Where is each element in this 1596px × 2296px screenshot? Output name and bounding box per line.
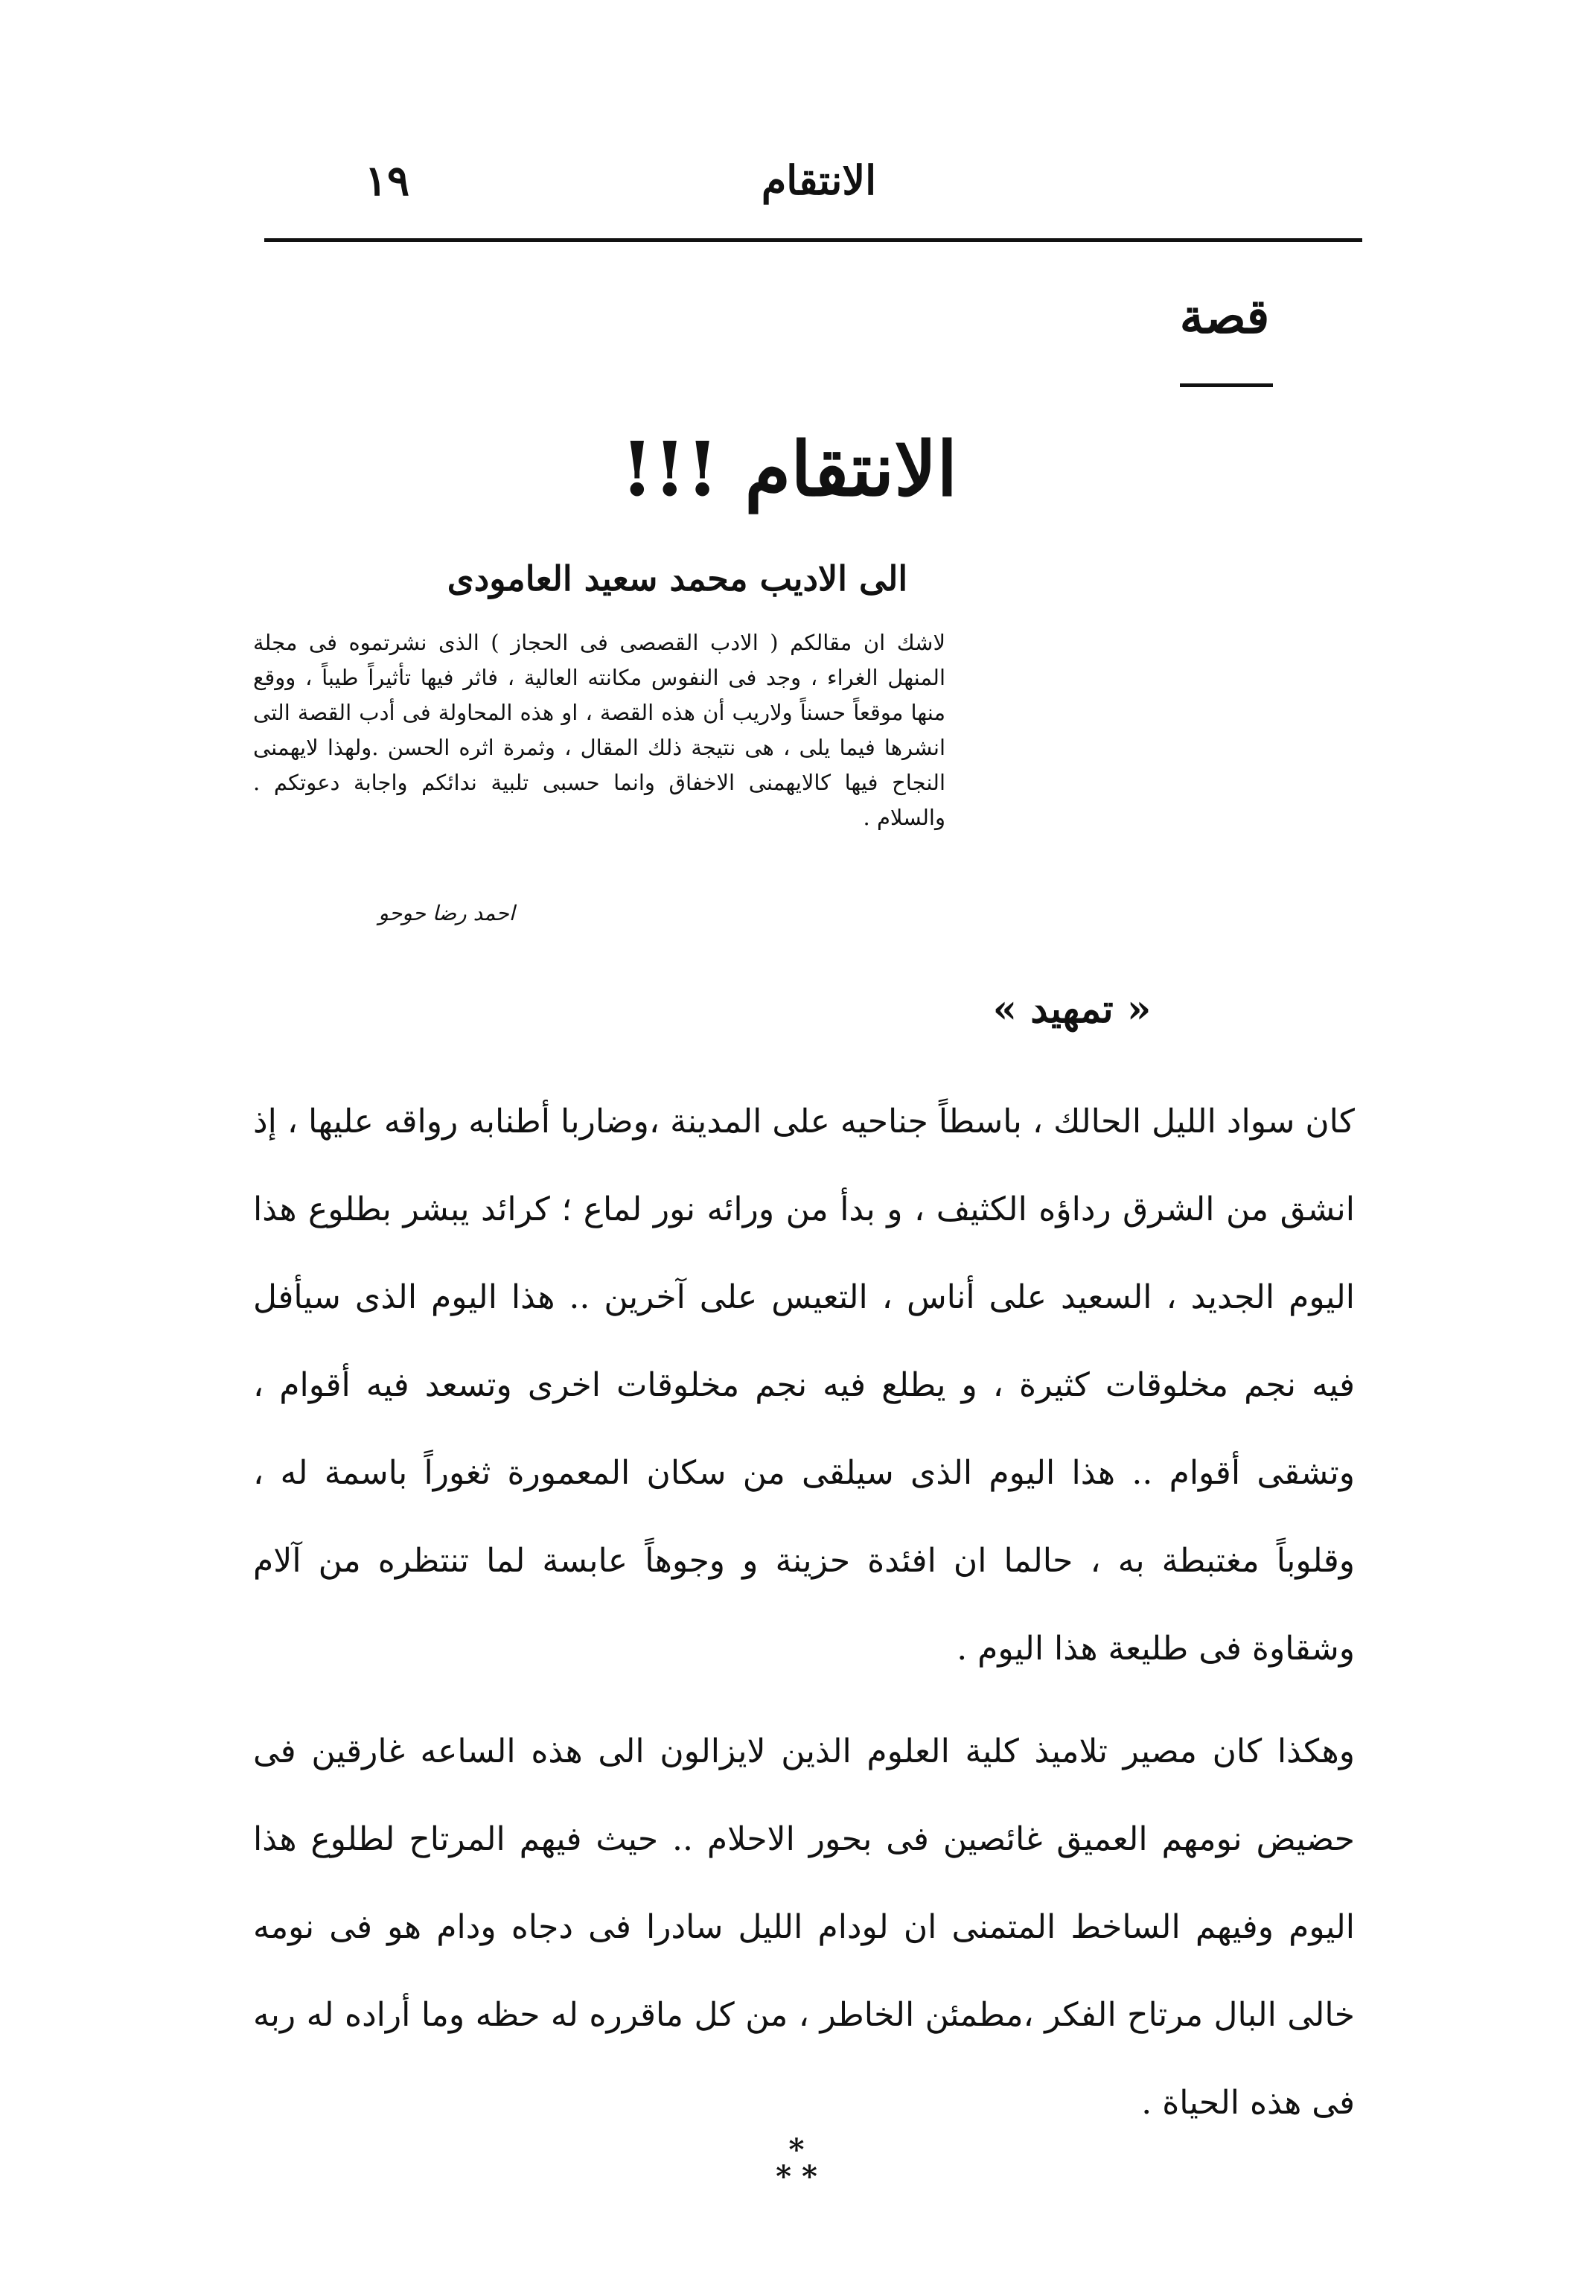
story-title: الانتقام !!!	[620, 425, 958, 513]
section-label: قصة	[1179, 289, 1270, 345]
body-paragraph-1	[253, 1078, 1355, 1693]
dedication-heading: الى الاديب محمد سعيد العامودى	[447, 558, 908, 599]
paragraph-text: وهكذا كان مصير تلاميذ كلية العلوم الذين لايزالون الى هذه الساعه غارقين فى حضيض نومهم العميق غائصين فى بحور الاحلام .. حيث فيهم المرتاح لطلوع هذا اليوم وفيهم الساخط المتمنى ان لودام الليل سادرا فى دجاه ودام هو فى نومه خالى البال مرتاح الفكر ،مطمئن الخاطر ، من كل ماقرره له حظه وما أراده له ربه فى هذه الحياة .	[253, 1732, 1355, 2122]
body-paragraph-2	[253, 1708, 1355, 2147]
paragraph-text: كان سواد الليل الحالك ، باسطاً جناحيه على المدينة ،وضاربا أطنابه رواقه عليها ، إذ انشق من الشرق رداؤه الكثيف ، و بدأ من ورائه نور لماع ؛ كرائد يبشر بطلوع هذا اليوم الجديد ، السعيد على أناس ، التعيس على آخرين .. هذا اليوم الذى سيأفل فيه نجم مخلوقات كثيرة ، و يطلع فيه نجم مخلوقات اخرى وتسعد فيه أقوام ، وتشقى أقوام .. هذا اليوم الذى سيلقى من سكان المعمورة ثغوراً باسمة له ، وقلوباً مغتبطة به ، حالما ان افئدة حزينة و وجوهاً عابسة لما تنتظره من آلام وشقاوة فى طليعة هذا اليوم .	[253, 1103, 1355, 1668]
header-rule	[264, 238, 1362, 242]
dedication-letter: لاشك ان مقالكم ( الادب القصصى فى الحجاز ) الذى نشرتموه فى مجلة المنهل الغراء ، وجد فى النفوس مكانته العالية ، فاثر فيها تأثيراً طيباً ، ووقع منها موقعاً حسناً ولاريب أن هذه القصة ، او هذه المحاولة فى أدب القصة التى انشرها فيما يلى ، هى نتيجة ذلك المقال ، وثمرة اثره الحسن .ولهذا لايهمنى النجاح فيها كالايهمنى الاخفاق وانما حسبى تلبية ندائكم واجابة دعوتكم . والسلام .	[253, 630, 945, 830]
running-title: الانتقام	[761, 156, 877, 204]
asterism-ornament	[752, 2132, 841, 2194]
page-number: ١٩	[364, 156, 410, 205]
section-underline	[1180, 383, 1273, 387]
author-signature: احمد رضا حوحو	[378, 901, 515, 925]
section-subheading: « تمهيد »	[992, 986, 1152, 1032]
ornament-glyphs: * * *	[776, 2132, 817, 2194]
